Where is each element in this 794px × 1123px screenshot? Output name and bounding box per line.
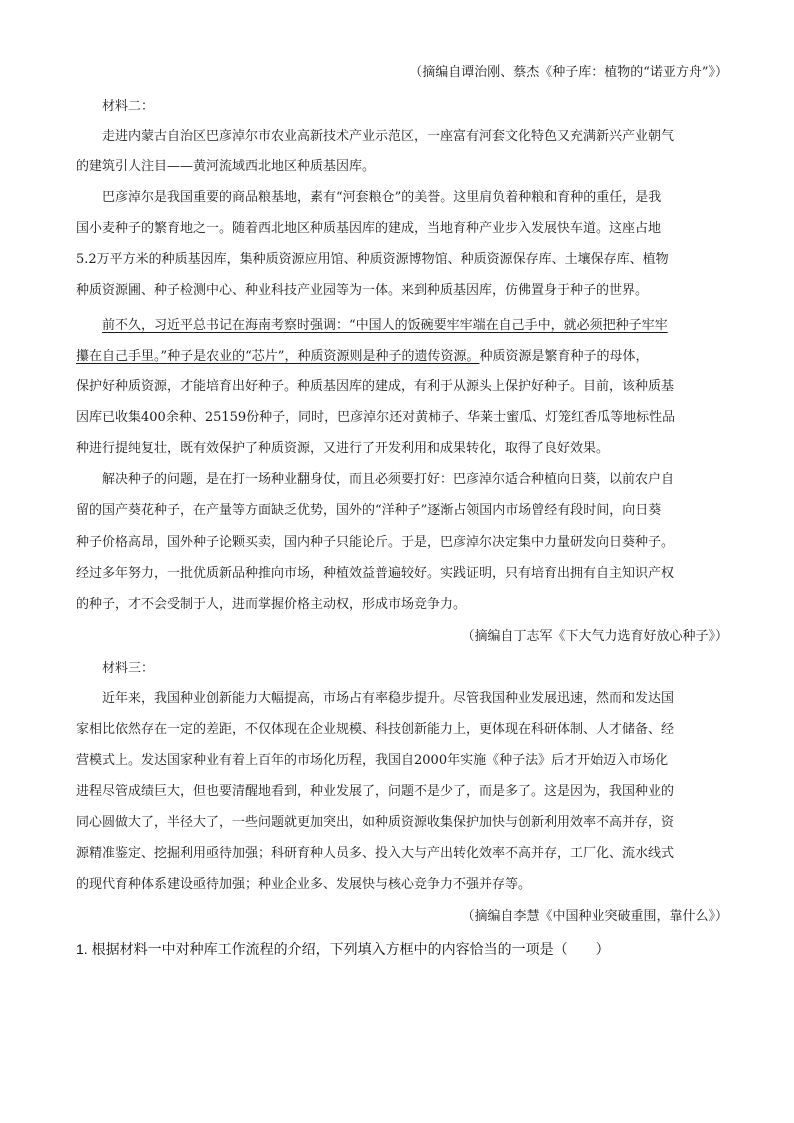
material-3-line: 同心圆做大了，半径大了，一些问题就更加突出，如种质资源收集保护加快与创新利用效率不高并存，资 [76, 815, 675, 830]
material-3-heading: 材料三： [102, 661, 155, 676]
material-2-line: 的建筑引人注目——黄河流域西北地区种质基因库。 [76, 159, 376, 174]
material-2-line: 走进内蒙古自治区巴彦淖尔市农业高新技术产业示范区，一座富有河套文化特色又充满新兴产业朝气 [102, 129, 675, 144]
material-2-line: 国小麦种子的繁育地之一。随着西北地区种质基因库的建成，当地育种产业步入发展快车道。这座占地 [76, 221, 662, 236]
material-2-line: 经过多年努力，一批优质新品种推向市场，种植效益普遍较好。实践证明，只有培育出拥有自主知识产权 [76, 566, 675, 581]
material-2-line: 解决种子的问题，是在打一场种业翻身仗，而且必须要打好：巴彦淖尔适合种植向日葵，以前农户自 [102, 472, 675, 487]
underlined-quote-line: 前不久，习近平总书记在海南考察时强调：“中国人的饭碗要牢牢端在自己手中，就必须把种子牢牢 [102, 318, 668, 333]
material-2-heading: 材料二： [102, 99, 155, 114]
material-3-line: 家相比依然存在一定的差距，不仅体现在企业规模、科技创新能力上，更体现在科研体制、人才储备、经 [76, 722, 675, 737]
underlined-seed-chip-sentence: 种子是农业的“芯片”，种质资源则是种子的遗传资源。 [167, 349, 480, 364]
underlined-quote-end: 攥在自己手里。” [76, 349, 168, 364]
material-3-line: 进程尽管成绩巨大，但也要清醒地看到，种业发展了，问题不是少了，而是多了。这是因为，我国种业的 [76, 784, 675, 799]
material-2-line: 5.2万平方米的种质基因库，集种质资源应用馆、种质资源博物馆、种质资源保存库、土壤保存库、植物 [76, 252, 669, 267]
material-2-line: 的种子，才不会受制于人，进而掌握价格主动权，形成市场竞争力。 [76, 597, 467, 612]
material-2-line: 种进行提纯复壮，既有效保护了种质资源，又进行了开发利用和成果转化，取得了良好效果。 [76, 441, 610, 456]
source-citation-1: （摘编自谭治刚、蔡杰《种子库：植物的“诺亚方舟”》） [409, 65, 728, 80]
material-3-line: 源精准鉴定、挖掘利用亟待加强；科研育种人员多、投入大与产出转化效率不高并存，工厂化、流水线式 [76, 846, 675, 861]
source-citation-3: （摘编自李慧《中国种业突破重围，靠什么》） [461, 909, 728, 924]
material-2-line: 保护好种质资源，才能培育出好种子。种质基因库的建成，有利于从源头上保护好种子。目前，该种质基 [76, 379, 675, 394]
material-2-line: 种子价格高昂，国外种子论颗买卖，国内种子只能论斤。于是，巴彦淖尔决定集中力量研发向日葵种子。 [76, 535, 675, 550]
material-2-line: 因库已收集400余种、25159份种子，同时，巴彦淖尔还对黄柿子、华莱士蜜瓜、灯笼红香瓜等地标性品 [76, 410, 676, 425]
source-citation-2: （摘编自丁志军《下大气力选育好放心种子》） [461, 629, 728, 644]
question-1: 1. 根据材料一中对种库工作流程的介绍，下列填入方框中的内容恰当的一项是（ ） [76, 941, 610, 957]
material-2-line: 巴彦淖尔是我国重要的商品粮基地，素有“河套粮仓”的美誉。这里肩负着种粮和育种的重任，是我 [102, 190, 662, 205]
plain-text-segment: 种质资源是繁育种子的母体， [479, 349, 649, 364]
material-3-line: 营模式上。发达国家种业有着上百年的市场化历程，我国自2000年实施《种子法》后才开始迈入市场化 [76, 753, 669, 768]
material-3-line: 近年来，我国种业创新能力大幅提高，市场占有率稳步提升。尽管我国种业发展迅速，然而和发达国 [102, 691, 675, 706]
material-2-line: 种质资源圃、种子检测中心、种业科技产业园等为一体。来到种质基因库，仿佛置身于种子的世界。 [76, 283, 649, 298]
material-2-line: 留的国产葵花种子，在产量等方面缺乏优势，国外的“洋种子”逐渐占领国内市场曾经有段时间，向日葵 [76, 503, 662, 518]
material-2-mixed-line [76, 347, 648, 367]
material-3-line: 的现代育种体系建设亟待加强；种业企业多、发展快与核心竞争力不强并存等。 [76, 877, 532, 892]
